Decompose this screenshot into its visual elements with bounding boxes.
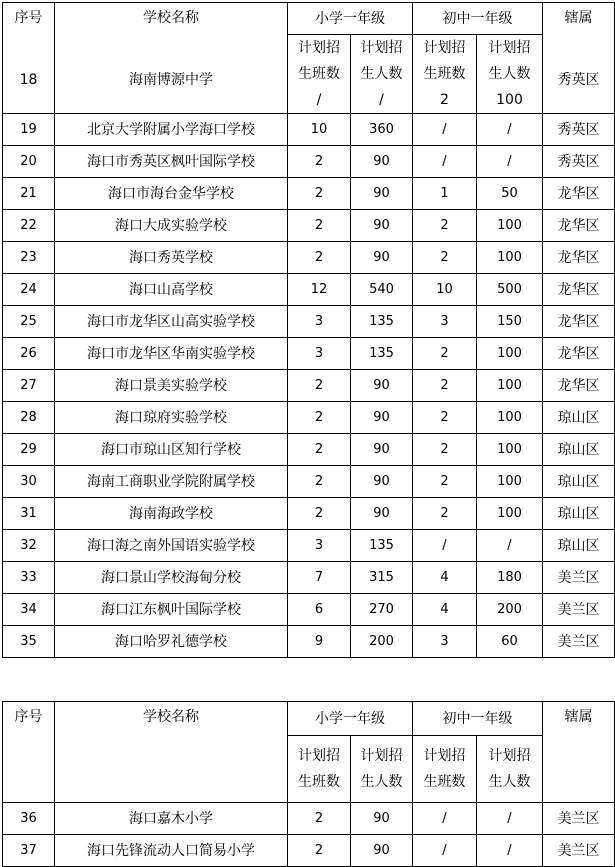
cell-j-classes: 1 bbox=[413, 178, 477, 210]
header-primary: 小学一年级 bbox=[288, 702, 413, 736]
cell-j-classes: 2 bbox=[413, 210, 477, 242]
table-row bbox=[3, 210, 615, 242]
table-row bbox=[3, 626, 615, 658]
header-primary-classes: 计划招 生班数 bbox=[288, 736, 351, 803]
cell-district: 琼山区 bbox=[543, 498, 615, 530]
table-row bbox=[3, 594, 615, 626]
table-row bbox=[3, 370, 615, 402]
cell-j-students: 50 bbox=[477, 178, 543, 210]
table-row bbox=[3, 434, 615, 466]
cell-name: 海南工商职业学院附属学校 bbox=[55, 466, 288, 498]
cell-name: 海口江东枫叶国际学校 bbox=[55, 594, 288, 626]
table-row bbox=[3, 562, 615, 594]
cell-name: 海口哈罗礼德学校 bbox=[55, 626, 288, 658]
cell-j-students: 100 bbox=[477, 466, 543, 498]
cell-j-classes: 3 bbox=[413, 626, 477, 658]
cell-p-students: 90 bbox=[351, 178, 413, 210]
cell-p-classes: 2 bbox=[288, 835, 351, 867]
cell-seq: 31 bbox=[3, 498, 55, 530]
enrollment-table-1 bbox=[2, 2, 615, 658]
cell-district: 琼山区 bbox=[543, 530, 615, 562]
cell-p-students: 90 bbox=[351, 498, 413, 530]
cell-j-classes: 2 bbox=[413, 338, 477, 370]
cell-j-students: 100 bbox=[477, 402, 543, 434]
cell-seq: 36 bbox=[3, 803, 55, 835]
cell-p-classes: 3 bbox=[288, 530, 351, 562]
table-row bbox=[3, 498, 615, 530]
header-district: 辖属 bbox=[543, 702, 615, 803]
cell-j-students: / bbox=[477, 146, 543, 178]
cell-p-students: 90 bbox=[351, 402, 413, 434]
table-row bbox=[3, 274, 615, 306]
cell-j-classes: 2 bbox=[413, 402, 477, 434]
cell-p-classes: 3 bbox=[288, 306, 351, 338]
table-row bbox=[3, 306, 615, 338]
cell-seq: 37 bbox=[3, 835, 55, 867]
cell-j-students: / bbox=[477, 803, 543, 835]
cell-seq: 33 bbox=[3, 562, 55, 594]
cell-p-students: 135 bbox=[351, 306, 413, 338]
cell-p-students: 90 bbox=[351, 466, 413, 498]
cell-j-classes: / bbox=[413, 114, 477, 146]
cell-name: 海口景美实验学校 bbox=[55, 370, 288, 402]
cell-district: 美兰区 bbox=[543, 835, 615, 867]
cell-p-classes: 12 bbox=[288, 274, 351, 306]
cell-seq: 22 bbox=[3, 210, 55, 242]
table-row bbox=[3, 114, 615, 146]
cell-name: 海口海之南外国语实验学校 bbox=[55, 530, 288, 562]
cell-j-students: 100 bbox=[477, 434, 543, 466]
cell-p-students: 135 bbox=[351, 338, 413, 370]
table-row bbox=[3, 338, 615, 370]
header-seq: 序号 bbox=[3, 702, 55, 803]
table-row bbox=[3, 242, 615, 274]
table-row bbox=[3, 178, 615, 210]
cell-district: 龙华区 bbox=[543, 242, 615, 274]
cell-seq: 24 bbox=[3, 274, 55, 306]
cell-j-students: 100 bbox=[477, 242, 543, 274]
cell-p-classes: 2 bbox=[288, 370, 351, 402]
cell-name: 海口市海台金华学校 bbox=[55, 178, 288, 210]
header-junior-classes: 计划招 生班数 2 bbox=[413, 35, 477, 114]
cell-district: 琼山区 bbox=[543, 402, 615, 434]
cell-j-classes: / bbox=[413, 530, 477, 562]
cell-district: 秀英区 bbox=[543, 114, 615, 146]
cell-name: 海口山高学校 bbox=[55, 274, 288, 306]
cell-j-classes: 2 bbox=[413, 466, 477, 498]
cell-p-students: 90 bbox=[351, 210, 413, 242]
cell-seq: 27 bbox=[3, 370, 55, 402]
cell-seq: 20 bbox=[3, 146, 55, 178]
cell-j-students: / bbox=[477, 530, 543, 562]
cell-p-students: 90 bbox=[351, 434, 413, 466]
cell-district: 龙华区 bbox=[543, 274, 615, 306]
cell-p-classes: 2 bbox=[288, 210, 351, 242]
header-junior: 初中一年级 bbox=[413, 702, 543, 736]
cell-p-classes: 2 bbox=[288, 242, 351, 274]
cell-p-classes: 2 bbox=[288, 498, 351, 530]
cell-j-students: 100 bbox=[477, 210, 543, 242]
cell-p-students: 200 bbox=[351, 626, 413, 658]
cell-p-classes: 7 bbox=[288, 562, 351, 594]
cell-district: 秀英区 bbox=[557, 72, 600, 88]
cell-j-students: 500 bbox=[477, 274, 543, 306]
cell-j-students: 100 bbox=[477, 498, 543, 530]
cell-p-students: 90 bbox=[351, 803, 413, 835]
cell-j-classes: 4 bbox=[413, 594, 477, 626]
cell-name: 北京大学附属小学海口学校 bbox=[55, 114, 288, 146]
cell-seq: 23 bbox=[3, 242, 55, 274]
cell-seq: 32 bbox=[3, 530, 55, 562]
cell-j-classes: 2 bbox=[440, 92, 449, 108]
cell-j-students: 180 bbox=[477, 562, 543, 594]
cell-seq: 28 bbox=[3, 402, 55, 434]
cell-seq: 25 bbox=[3, 306, 55, 338]
cell-p-classes: 2 bbox=[288, 434, 351, 466]
cell-seq: 18 bbox=[19, 72, 38, 88]
table-row bbox=[3, 530, 615, 562]
cell-j-classes: 2 bbox=[413, 498, 477, 530]
cell-p-students: 135 bbox=[351, 530, 413, 562]
cell-name: 海口先锋流动人口简易小学 bbox=[55, 835, 288, 867]
cell-j-classes: 3 bbox=[413, 306, 477, 338]
cell-p-classes: / bbox=[316, 92, 322, 108]
cell-district: 美兰区 bbox=[543, 594, 615, 626]
header-junior-classes: 计划招 生班数 bbox=[413, 736, 477, 803]
cell-district: 龙华区 bbox=[543, 338, 615, 370]
cell-seq: 35 bbox=[3, 626, 55, 658]
header-primary: 小学一年级 bbox=[288, 3, 413, 35]
header-district: 辖属 秀英区 bbox=[543, 3, 615, 114]
cell-j-students: / bbox=[477, 114, 543, 146]
cell-name: 海口秀英学校 bbox=[55, 242, 288, 274]
cell-district: 龙华区 bbox=[543, 210, 615, 242]
cell-j-students: / bbox=[477, 835, 543, 867]
cell-p-students: 90 bbox=[351, 370, 413, 402]
header-school: 学校名称 bbox=[55, 702, 288, 803]
cell-name: 海口嘉木小学 bbox=[55, 803, 288, 835]
cell-j-students: 150 bbox=[477, 306, 543, 338]
cell-p-classes: 6 bbox=[288, 594, 351, 626]
cell-j-students: 100 bbox=[496, 92, 523, 108]
cell-j-classes: / bbox=[413, 146, 477, 178]
cell-j-classes: 2 bbox=[413, 434, 477, 466]
cell-j-classes: / bbox=[413, 835, 477, 867]
header-junior-students: 计划招 生人数 bbox=[477, 736, 543, 803]
cell-p-students: 90 bbox=[351, 835, 413, 867]
cell-j-classes: / bbox=[413, 803, 477, 835]
cell-district: 美兰区 bbox=[543, 626, 615, 658]
cell-district: 秀英区 bbox=[543, 146, 615, 178]
header-junior: 初中一年级 bbox=[413, 3, 543, 35]
cell-p-classes: 10 bbox=[288, 114, 351, 146]
table-row bbox=[3, 402, 615, 434]
header-seq: 序号 18 bbox=[3, 3, 55, 114]
table-row bbox=[3, 466, 615, 498]
cell-district: 美兰区 bbox=[543, 803, 615, 835]
cell-seq: 26 bbox=[3, 338, 55, 370]
cell-seq: 21 bbox=[3, 178, 55, 210]
cell-district: 琼山区 bbox=[543, 434, 615, 466]
cell-name: 海南海政学校 bbox=[55, 498, 288, 530]
cell-seq: 34 bbox=[3, 594, 55, 626]
cell-seq: 19 bbox=[3, 114, 55, 146]
cell-name: 海口市龙华区华南实验学校 bbox=[55, 338, 288, 370]
cell-district: 龙华区 bbox=[543, 178, 615, 210]
cell-p-students: 270 bbox=[351, 594, 413, 626]
cell-district: 琼山区 bbox=[543, 466, 615, 498]
cell-name: 海口市秀英区枫叶国际学校 bbox=[55, 146, 288, 178]
table-row bbox=[3, 835, 615, 867]
cell-p-students: 315 bbox=[351, 562, 413, 594]
cell-district: 龙华区 bbox=[543, 306, 615, 338]
cell-name: 海口大成实验学校 bbox=[55, 210, 288, 242]
cell-p-students: 540 bbox=[351, 274, 413, 306]
cell-j-students: 100 bbox=[477, 338, 543, 370]
cell-p-students: 90 bbox=[351, 242, 413, 274]
cell-p-classes: 2 bbox=[288, 146, 351, 178]
cell-district: 龙华区 bbox=[543, 370, 615, 402]
header-school: 学校名称 海南博源中学 bbox=[55, 3, 288, 114]
cell-name: 海口景山学校海甸分校 bbox=[55, 562, 288, 594]
cell-j-classes: 4 bbox=[413, 562, 477, 594]
header-junior-students: 计划招 生人数 100 bbox=[477, 35, 543, 114]
cell-seq: 29 bbox=[3, 434, 55, 466]
cell-name: 海口琼府实验学校 bbox=[55, 402, 288, 434]
cell-j-students: 200 bbox=[477, 594, 543, 626]
enrollment-table-2 bbox=[2, 701, 615, 867]
cell-p-classes: 3 bbox=[288, 338, 351, 370]
cell-p-classes: 2 bbox=[288, 178, 351, 210]
cell-seq: 30 bbox=[3, 466, 55, 498]
cell-p-students: 90 bbox=[351, 146, 413, 178]
cell-p-students: 360 bbox=[351, 114, 413, 146]
cell-p-classes: 2 bbox=[288, 466, 351, 498]
cell-j-students: 100 bbox=[477, 370, 543, 402]
table-row bbox=[3, 803, 615, 835]
header-row bbox=[3, 702, 615, 736]
cell-p-students: / bbox=[379, 92, 384, 108]
cell-district: 美兰区 bbox=[543, 562, 615, 594]
cell-j-students: 60 bbox=[477, 626, 543, 658]
cell-name: 海口市龙华区山高实验学校 bbox=[55, 306, 288, 338]
cell-p-classes: 2 bbox=[288, 402, 351, 434]
header-row bbox=[3, 3, 615, 35]
header-primary-classes: 计划招 生班数 / bbox=[288, 35, 351, 114]
table-row bbox=[3, 146, 615, 178]
cell-j-classes: 2 bbox=[413, 370, 477, 402]
cell-p-classes: 2 bbox=[288, 803, 351, 835]
cell-j-classes: 2 bbox=[413, 242, 477, 274]
cell-name: 海南博源中学 bbox=[129, 72, 213, 88]
cell-p-classes: 9 bbox=[288, 626, 351, 658]
header-primary-students: 计划招 生人数 bbox=[351, 736, 413, 803]
cell-name: 海口市琼山区知行学校 bbox=[55, 434, 288, 466]
cell-j-classes: 10 bbox=[413, 274, 477, 306]
header-primary-students: 计划招 生人数 / bbox=[351, 35, 413, 114]
